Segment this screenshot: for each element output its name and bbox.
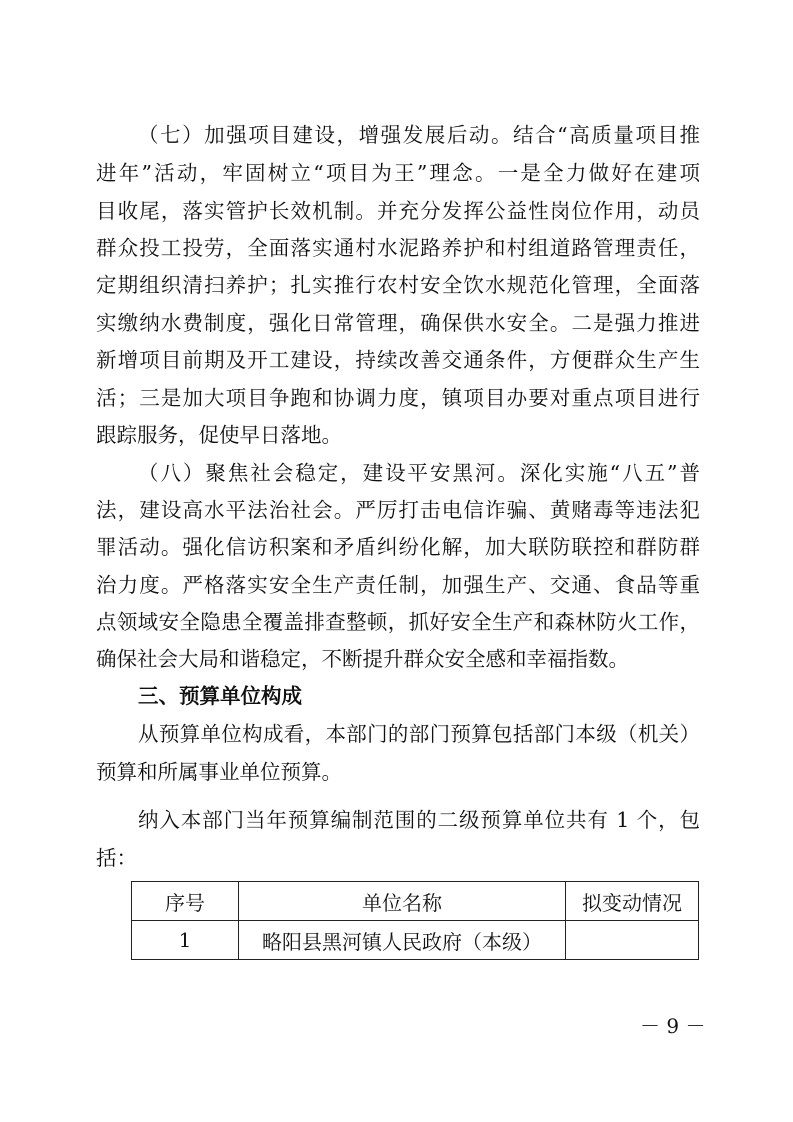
header-cell: 序号 [132, 882, 239, 921]
text-line: 实缴纳水费制度，强化日常管理，确保供水安全。二是强力推进 [96, 311, 700, 335]
text-line: 确保社会大局和谐稳定，不断提升群众安全感和幸福指数。 [96, 647, 629, 671]
text-line: 罪活动。强化信访积案和矛盾纠纷化解，加大联防联控和群防群 [96, 535, 700, 559]
budget-unit-table [131, 881, 699, 960]
text-line: 目收尾，落实管护长效机制。并充分发挥公益性岗位作用，动员 [96, 199, 700, 223]
table-cell: 1 [132, 921, 239, 960]
text-line: 括： [96, 846, 137, 870]
table-cell: 略阳县黑河镇人民政府（本级） [239, 921, 566, 960]
table-cell [566, 921, 699, 960]
text-line: 法，建设高水平法治社会。严厉打击电信诈骗、黄赌毒等违法犯 [96, 498, 700, 522]
text-line: 活；三是加大项目争跑和协调力度，镇项目办要对重点项目进行 [96, 386, 700, 410]
text-line: （八）聚焦社会稳定，建设平安黑河。深化实施“八五”普 [138, 461, 700, 485]
text-line: 群众投工投劳，全面落实通村水泥路养护和村组道路管理责任， [96, 236, 700, 260]
text-line: 从预算单位构成看，本部门的部门预算包括部门本级（机关） [138, 722, 700, 746]
text-line: 预算和所属事业单位预算。 [96, 760, 342, 784]
header-cell: 单位名称 [239, 882, 566, 921]
table-header-row [132, 882, 699, 921]
section-heading: 三、预算单位构成 [138, 684, 302, 708]
text-line: 纳入本部门当年预算编制范围的二级预算单位共有 1 个，包 [138, 808, 700, 832]
header-cell: 拟变动情况 [566, 882, 699, 921]
table-row [132, 921, 699, 960]
text-line: 新增项目前期及开工建设，持续改善交通条件，方便群众生产生 [96, 348, 700, 372]
text-line: （七）加强项目建设，增强发展后动。结合“高质量项目推 [138, 123, 700, 147]
text-line: 跟踪服务，促使早日落地。 [96, 423, 342, 447]
page-number: － 9 － [640, 1014, 706, 1038]
text-line: 治力度。严格落实安全生产责任制，加强生产、交通、食品等重 [96, 573, 700, 597]
text-line: 定期组织清扫养护；扎实推行农村安全饮水规范化管理，全面落 [96, 273, 700, 297]
text-line: 点领域安全隐患全覆盖排查整顿，抓好安全生产和森林防火工作， [96, 610, 700, 634]
text-line: 进年”活动，牢固树立“项目为王”理念。一是全力做好在建项 [96, 161, 700, 185]
